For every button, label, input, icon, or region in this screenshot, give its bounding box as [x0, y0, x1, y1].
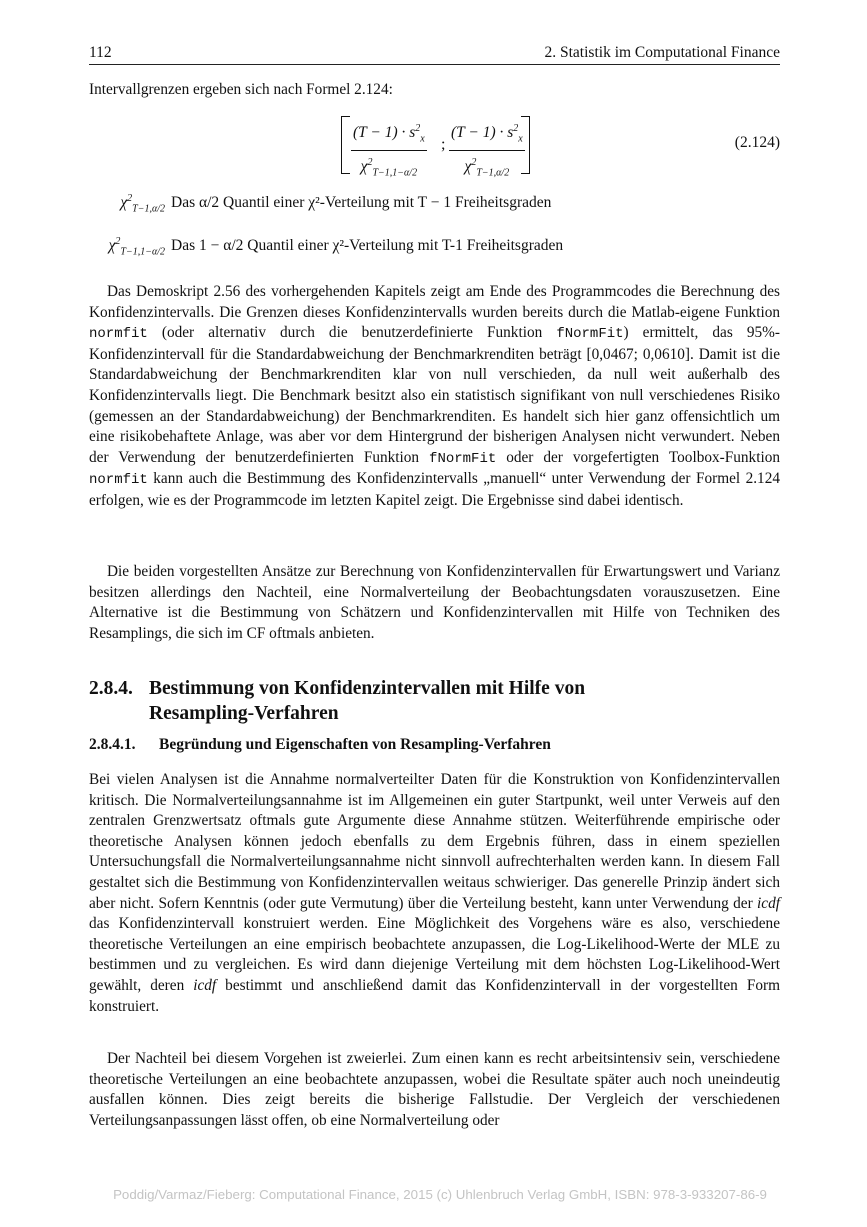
section-number: 2.8.4. [89, 678, 133, 699]
formula-2-124 [89, 114, 780, 178]
icdf-term: icdf [757, 894, 780, 912]
code-fnormfit: fNormFit [556, 326, 624, 343]
section-heading [89, 676, 585, 726]
paragraph-alternative: Die beiden vorgestellten Ansätze zur Berechnung von Konfidenzintervallen für Erwartungswert und Varianz besitzen allerdings den Nachteil, eine Normalverteilung der Beobachtungsdaten vorauszusetzen. Eine Alternative ist die Bestimmung von Schätzern und Konfidenzintervallen mit Hilfe von Techniken des Resamplings, die sich im CF oftmals anbieten. [89, 563, 780, 642]
left-bracket [341, 116, 350, 174]
icdf-term: icdf [193, 976, 217, 994]
section-title-line2: Resampling-Verfahren [149, 703, 339, 724]
left-fraction: $\frac{(T - 1) \cdot s^2_x}{\chi^2_{T-1,1-\alpha/2}}$ [351, 118, 427, 186]
paragraph-demoskript: Das Demoskript 2.56 des vorhergehenden Kapitels zeigt am Ende des Programmcodes die Berechnung des Konfidenzintervalls. Die Grenzen dieses Konfidenzintervalls wurden bereits durch die Matlab-eigene Funktion normfit (oder alternativ durch die benutzerdefinierte Funktion fNormFit) ermittelt, das 95%-Konfidenzintervall für die Standardabweichung der Benchmarkrenditen beträgt [0,0467; 0,0610]. Damit ist die Standardabweichung der Benchmarkrenditen klar von null verschieden, da null weit außerhalb des Konfidenzintervalls liegt. Die Benchmark besitzt also ein statistisch signifikant von null verschiedenes Risiko (gemessen an der Standardabweichung) der Benchmarkrenditen. Es handelt sich hier ganz offensichtlich um eine risikobehaftete Anlage, was aber vor dem Hintergrund der bisherigen Analysen nicht verwundert. Neben der Verwendung der benutzerdefinierten Funktion fNormFit oder der vorgefertigten Toolbox-Funktion normfit kann auch die Bestimmung des Konfidenzintervalls „manuell“ unter Verwendung der Formel 2.124 erfolgen, wie es der Programmcode im letzten Kapitel zeigt. Die Ergebnisse sind dabei identisch. [89, 283, 780, 509]
legend-symbol: $\chi^2_{T-1,\alpha/2}$ [120, 193, 165, 215]
legend-text: Das 1 − α/2 Quantil einer χ²-Verteilung mit T-1 Freiheitsgraden [171, 237, 564, 255]
formula-separator: ; [441, 136, 446, 153]
running-head [89, 44, 780, 65]
intro-line: Intervallgrenzen ergeben sich nach Formel 2.124: [89, 81, 393, 98]
right-bracket [521, 116, 530, 174]
copyright-footer: Poddig/Varmaz/Fieberg: Computational Finance, 2015 (c) Uhlenbruch Verlag GmbH, ISBN: 978-3-933207-86-9 [113, 1187, 767, 1202]
legend-symbol: $\chi^2_{T-1,1-\alpha/2}$ [108, 236, 165, 258]
subsection-heading [89, 736, 551, 754]
code-normfit: normfit [89, 326, 148, 343]
chapter-title: 2. Statistik im Computational Finance [544, 44, 780, 61]
code-normfit: normfit [89, 472, 148, 489]
equation-number: (2.124) [734, 134, 780, 151]
subsection-number: 2.8.4.1. [89, 736, 136, 753]
legend-item [89, 193, 551, 214]
section-title-line1: Bestimmung von Konfidenzintervallen mit Hilfe von [149, 678, 586, 699]
subsection-title: Begründung und Eigenschaften von Resampling-Verfahren [159, 736, 551, 753]
right-fraction: $\frac{(T - 1) \cdot s^2_x}{\chi^2_{T-1,\alpha/2}}$ [449, 118, 525, 186]
code-fnormfit: fNormFit [429, 450, 497, 467]
legend-item [89, 236, 563, 257]
paragraph-normal-assumption: Bei vielen Analysen ist die Annahme normalverteilter Daten für die Konstruktion von Konfidenzintervallen kritisch. Die Normalverteilungsannahme ist im Allgemeinen ein guter Startpunkt, weil unter Verweis auf den zentralen Grenzwertsatz oftmals gute Argumente diese Annahme stützen. Weiterführende empirische oder theoretische Analysen können jedoch ebenfalls zu dem Ergebnis führen, dass in einem speziellen Untersuchungsfall die Normalverteilungsannahme nicht sinnvoll aufrechterhalten werden kann. In diesem Fall gestaltet sich die Bestimmung von Konfidenzintervallen weitaus schwieriger. Das generelle Prinzip ändert sich aber nicht. Sofern Kenntnis (oder gute Vermutung) über die Verteilung besteht, kann unter Verwendung der icdf das Konfidenzintervall konstruiert werden. Eine Möglichkeit des Vorgehens wäre es also, verschiedene theoretische Verteilungen an eine empirisch beobachtete anzupassen, die Log-Likelihood-Werte der MLE zu bestimmen und zu vergleichen. Es wird dann diejenige Verteilung mit dem höchsten Log-Likelihood-Wert gewählt, deren icdf bestimmt und anschließend damit das Konfidenzintervall in der vorgestellten Form konstruiert. [89, 771, 780, 1015]
page-number: 112 [89, 44, 112, 61]
legend-text: Das α/2 Quantil einer χ²-Verteilung mit T − 1 Freiheitsgraden [171, 194, 552, 212]
paragraph-disadvantage: Der Nachteil bei diesem Vorgehen ist zweierlei. Zum einen kann es recht arbeitsintensiv sein, verschiedene theoretische Verteilungen an eine beobachtete anzupassen, wobei die Resultate später auch noch uneindeutig ausfallen können. Dies zeigt bereits die bisherige Fallstudie. Der Vergleich der verschiedenen Verteilungsanpassungen lässt offen, ob eine Normalverteilung oder [89, 1050, 780, 1129]
